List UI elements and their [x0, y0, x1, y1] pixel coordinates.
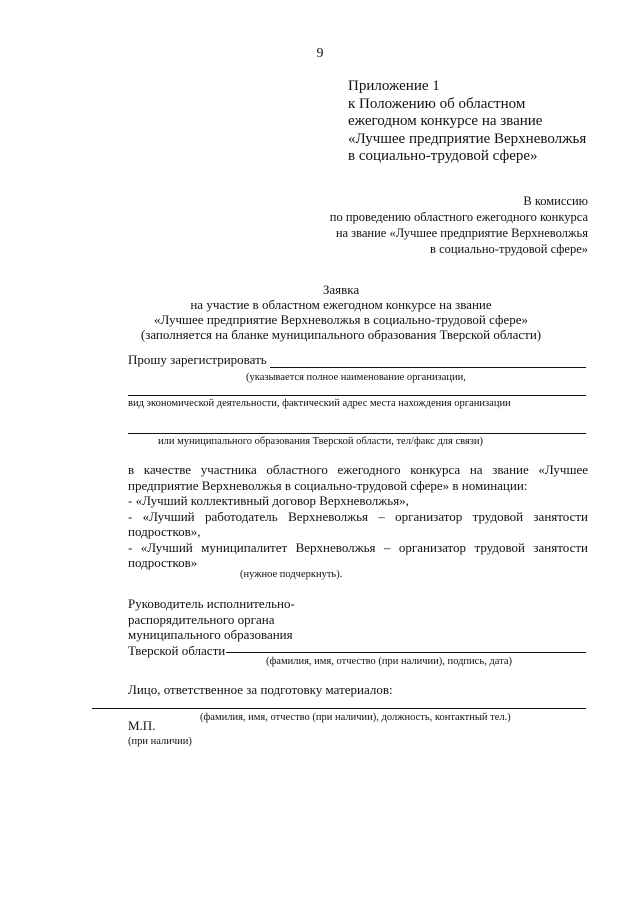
activity-address-line[interactable] [128, 395, 586, 396]
head-line: распорядительного органа [128, 611, 275, 627]
nomination-option-cont: подростков», [128, 524, 201, 539]
addressee-block [330, 193, 588, 257]
appendix-line: Приложение 1 [348, 78, 440, 94]
addressee-line: по проведению областного ежегодного конкурса [329, 210, 588, 224]
head-line: Тверской области [128, 642, 226, 658]
nomination-option: - «Лучший коллективный договор Верхневолжья», [128, 493, 409, 508]
title-line: «Лучшее предприятие Верхневолжья в социально-трудовой сфере» [154, 312, 528, 327]
application-title [0, 282, 640, 342]
addressee-line: в социально-трудовой сфере» [430, 242, 588, 256]
title-line: Заявка [322, 282, 360, 297]
nomination-option-cont: подростков» [128, 555, 198, 570]
contact-line[interactable] [128, 433, 586, 434]
responsible-label: Лицо, ответственное за подготовку материалов: [128, 682, 393, 697]
participation-line: в качестве участника областного ежегодного конкурса на звание «Лучшее [128, 462, 588, 477]
head-line: муниципального образования [128, 627, 293, 642]
head-line: Руководитель исполнительно- [128, 596, 295, 611]
nomination-option: - «Лучший муниципалитет Верхневолжья – организатор трудовой занятости [128, 539, 588, 555]
participation-line: предприятие Верхневолжья в социально-трудовой сфере» в номинации: [128, 477, 528, 493]
appendix-header [348, 78, 586, 166]
appendix-line: ежегодном конкурсе на звание [348, 113, 543, 129]
page-number: 9 [316, 46, 324, 61]
addressee-line: В комиссию [523, 194, 588, 208]
responsible-hint: (фамилия, имя, отчество (при наличии), должность, контактный тел.) [200, 712, 511, 723]
underline-note: (нужное подчеркнуть). [240, 569, 343, 580]
nomination-option: - «Лучший работодатель Верхневолжья – организатор трудовой занятости [128, 508, 588, 524]
appendix-line: к Положению об областном [348, 95, 526, 112]
head-signature-hint: (фамилия, имя, отчество (при наличии), подпись, дата) [266, 656, 512, 667]
stamp-note: (при наличии) [128, 736, 192, 747]
register-label: Прошу зарегистрировать [128, 352, 267, 367]
participation-paragraph [128, 462, 588, 571]
head-title [128, 596, 295, 658]
appendix-line: «Лучшее предприятие Верхневолжья [348, 130, 587, 147]
register-hint-2: вид экономической деятельности, фактический адрес места нахождения организации [128, 398, 511, 409]
register-hint-1: (указывается полное наименование организации, [246, 372, 466, 383]
title-line: (заполняется на бланке муниципального образования Тверской области) [140, 327, 542, 342]
addressee-line: на звание «Лучшее предприятие Верхневолжья [335, 226, 588, 240]
appendix-line: в социально-трудовой сфере» [348, 148, 538, 164]
head-signature-line[interactable] [226, 652, 586, 653]
title-line: на участие в областном ежегодном конкурсе на звание [190, 297, 492, 312]
organization-name-line[interactable] [270, 367, 586, 368]
stamp-label: М.П. [128, 718, 156, 733]
register-hint-3: или муниципального образования Тверской области, тел/факс для связи) [158, 436, 484, 447]
responsible-person-line[interactable] [92, 708, 586, 709]
